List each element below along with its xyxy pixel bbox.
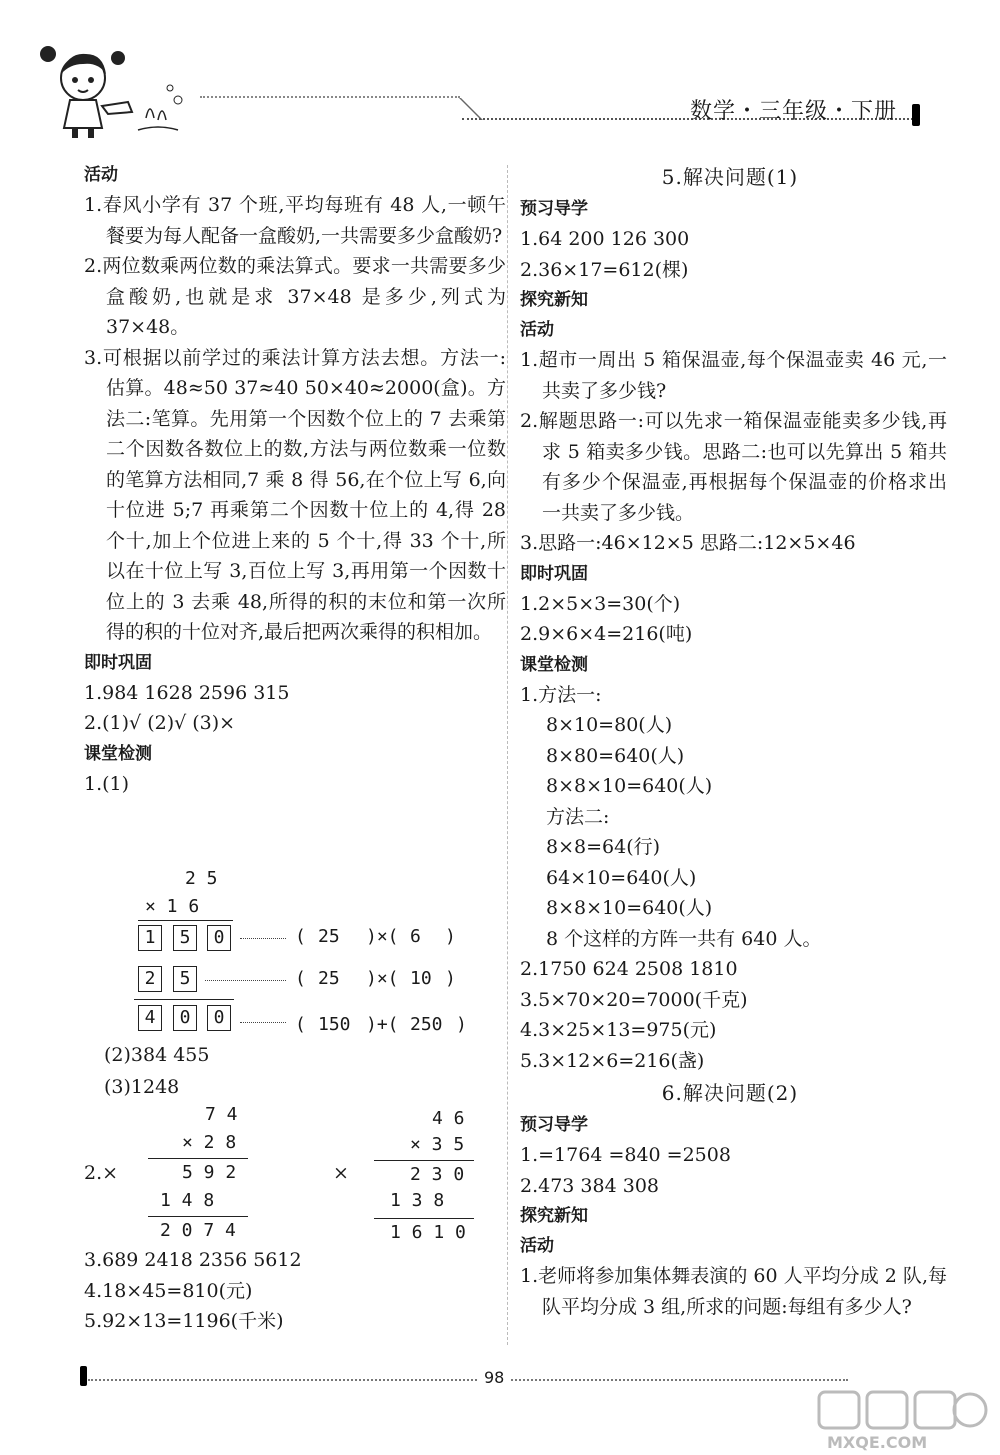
partial-product: 1 4 8 xyxy=(160,1190,215,1211)
note-operator: )×( xyxy=(366,926,399,947)
answer-line: 3.5×70×20=7000(千克) xyxy=(520,988,748,1011)
note-close: ) xyxy=(445,968,456,989)
leader-dots xyxy=(240,938,286,939)
left-after-list xyxy=(84,1245,302,1337)
answer-line: 2.473 384 308 xyxy=(520,1174,660,1197)
answer-line: 1.=1764 =840 =2508 xyxy=(520,1144,731,1166)
answer-line: 2.(1)√ (2)√ (3)× xyxy=(84,712,236,734)
note-operator: )+( xyxy=(366,1014,399,1035)
header-dotted-line xyxy=(200,96,460,98)
activity-item-1: 1.春风小学有 37 个班,平均每班有 48 人,一顿午餐要为每人配备一盒酸奶,一共需要多少盒酸奶? xyxy=(84,194,506,247)
answer-line: 1.64 200 126 300 xyxy=(520,228,690,250)
section-heading-activity: 活动 xyxy=(84,165,118,185)
answer-line: 2.9×6×4=216(吨) xyxy=(520,623,693,645)
page-number: 98 xyxy=(478,1368,510,1387)
partial-product: 5 9 2 xyxy=(182,1162,237,1183)
note-value: 250 xyxy=(410,1014,443,1035)
digit-box: 5 xyxy=(173,966,197,992)
sum-rule xyxy=(148,1216,248,1217)
digit-box: 5 xyxy=(173,925,197,951)
digit-box: 1 xyxy=(138,925,162,951)
activity-item-3: 3.可根据以前学过的乘法计算方法去想。方法一:估算。48≈50 37≈40 50×40≈2000(盒)。方法二:笔算。先用第一个因数个位上的 7 去乘第二个因数各数位上的数,方法与两位数乘一位数的笔算方法相同,7 乘 8 得 56,在个位上写 6,向十位进 5;7 再乘第二个因数十位上的 4,得 28 个十,加上个位进上来的 5 个十,得 33 个十,所以在十位上写 3,百位上写 3,再用第一个因数十位上的 3 去乘 48,所得的积的末位和第一次所得的积的十位对齐,最后把两次乘得的积相加。 xyxy=(84,346,506,643)
leader-dots xyxy=(240,1022,286,1023)
method-line: 8×80=640(人) xyxy=(546,744,685,767)
cross-mark: × xyxy=(333,1162,349,1184)
girl-mascot-illustration xyxy=(28,40,193,140)
note-open: ( xyxy=(295,968,306,989)
section-heading-preview: 预习导学 xyxy=(520,199,588,219)
activity-item-2: 2.两位数乘两位数的乘法算式。要求一共需要多少盒酸奶,也就是求 37×48 是多少,列式为 37×48。 xyxy=(84,255,506,338)
answer-line: (3)1248 xyxy=(104,1076,180,1098)
section-heading-consolidate: 即时巩固 xyxy=(520,563,588,584)
answer-line: 5.92×13=1196(千米) xyxy=(84,1310,284,1332)
method-line: 8×8×10=640(人) xyxy=(546,897,713,919)
section-heading-explore: 探究新知 xyxy=(520,290,588,310)
right-column xyxy=(520,160,947,1322)
note-value: 25 xyxy=(318,926,340,947)
answer-line: 3.689 2418 2356 5612 xyxy=(84,1249,302,1271)
header-marker xyxy=(912,104,920,126)
site-watermark-logo xyxy=(815,1388,990,1452)
section-heading-check: 课堂检测 xyxy=(84,743,152,764)
section-heading-preview: 预习导学 xyxy=(520,1115,588,1135)
section-heading-explore: 探究新知 xyxy=(520,1206,588,1226)
multiplicand: 7 4 xyxy=(205,1104,238,1125)
answer-line: (2)384 455 xyxy=(104,1044,210,1066)
note-open: ( xyxy=(295,926,306,947)
check-item-label: 1.方法一: xyxy=(520,683,602,706)
note-value: 6 xyxy=(410,926,421,947)
activity-item-2: 2.解题思路一:可以先求一箱保温壶能卖多少钱,再求 5 箱卖多少钱。思路二:也可以先算出 5 箱共有多少个保温壶,再根据每个保温壶的价格求出一共卖了多少钱。 xyxy=(520,410,947,524)
answer-line: 4.3×25×13=975(元) xyxy=(520,1019,717,1041)
note-value: 10 xyxy=(410,968,432,989)
digit-box: 4 xyxy=(138,1005,162,1031)
method-line: 8×8=64(行) xyxy=(546,836,661,858)
note-value: 25 xyxy=(318,968,340,989)
section-heading-activity: 活动 xyxy=(520,320,554,340)
digit-box: 0 xyxy=(207,1005,231,1031)
method-line: 8×10=80(人) xyxy=(546,714,673,736)
footer-marker xyxy=(80,1366,87,1386)
multiplier: × 3 5 xyxy=(410,1134,465,1155)
answer-line: 2.1750 624 2508 1810 xyxy=(520,958,738,980)
svg-text:MXQE.COM: MXQE.COM xyxy=(827,1433,928,1452)
sum-rule xyxy=(374,1218,474,1219)
method-line: 64×10=640(人) xyxy=(546,866,697,889)
digit-box: 0 xyxy=(207,925,231,951)
partial-product: 1 3 8 xyxy=(390,1190,445,1211)
method-label: 方法二: xyxy=(546,805,610,828)
multiplicand: 2 5 xyxy=(185,868,218,889)
answer-line: 5.3×12×6=216(盏) xyxy=(520,1049,705,1072)
method-line: 8×8×10=640(人) xyxy=(546,775,713,797)
partial-product: 2 3 0 xyxy=(410,1164,465,1185)
section-heading-consolidate: 即时巩固 xyxy=(84,652,152,673)
sum-rule xyxy=(148,1158,248,1159)
note-close: ) xyxy=(456,1014,467,1035)
check-item-label: 1.(1) xyxy=(84,772,130,795)
product: 1 6 1 0 xyxy=(390,1222,466,1243)
activity-item-1: 1.超市一周出 5 箱保温壶,每个保温壶卖 46 元,一共卖了多少钱? xyxy=(520,349,947,402)
left-column xyxy=(84,160,506,799)
note-value: 150 xyxy=(318,1014,351,1035)
footer-dotted-line xyxy=(88,1379,848,1381)
digit-box: 0 xyxy=(173,1005,197,1031)
section-title-5: 5.解决问题(1) xyxy=(661,165,799,189)
activity-item-1: 1.老师将参加集体舞表演的 60 人平均分成 2 队,每队平均分成 3 组,所求的问题:每组有多少人? xyxy=(520,1265,947,1318)
section-heading-check: 课堂检测 xyxy=(520,654,588,675)
product: 2 0 7 4 xyxy=(160,1220,236,1241)
sum-rule xyxy=(134,999,234,1000)
answer-line: 4.18×45=810(元) xyxy=(84,1279,253,1302)
check-item-label: 2.× xyxy=(84,1162,119,1184)
multiplier: × 2 8 xyxy=(182,1132,237,1153)
note-operator: )×( xyxy=(366,968,399,989)
multiplier: × 1 6 xyxy=(145,896,200,917)
header-title: 数学・三年级・下册 xyxy=(690,99,898,124)
conclusion-line: 8 个这样的方阵一共有 640 人。 xyxy=(546,927,822,950)
header-divider xyxy=(429,98,483,120)
sum-rule xyxy=(138,920,233,921)
section-title-6: 6.解决问题(2) xyxy=(661,1081,799,1105)
sum-rule xyxy=(374,1160,474,1161)
answer-line: 2.36×17=612(棵) xyxy=(520,258,689,281)
note-open: ( xyxy=(295,1014,306,1035)
note-close: ) xyxy=(445,926,456,947)
answer-line: 1.2×5×3=30(个) xyxy=(520,592,681,615)
digit-box: 2 xyxy=(138,966,162,992)
section-heading-activity: 活动 xyxy=(520,1236,554,1256)
column-divider xyxy=(507,165,508,1345)
answer-line: 1.984 1628 2596 315 xyxy=(84,681,290,704)
activity-item-3: 3.思路一:46×12×5 思路二:12×5×46 xyxy=(520,532,856,554)
leader-dots xyxy=(205,980,286,981)
multiplicand: 4 6 xyxy=(432,1108,465,1129)
